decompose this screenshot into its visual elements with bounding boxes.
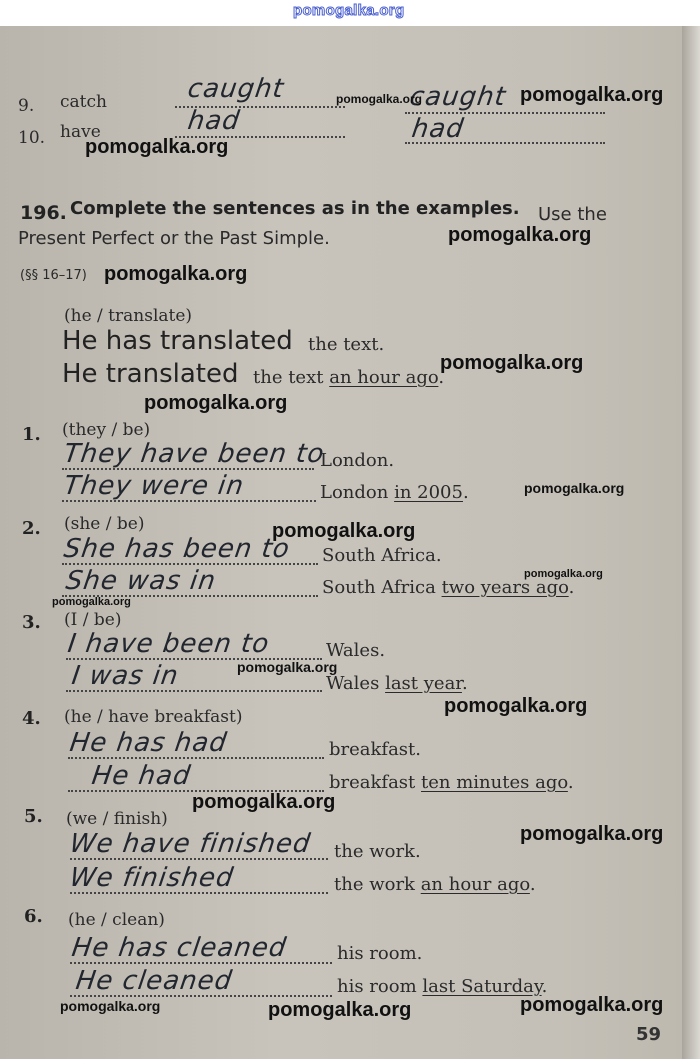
handwritten-past: caught [185, 74, 286, 104]
watermark: pomogalka.org [104, 263, 248, 285]
sentence-tail [320, 482, 469, 503]
sentence-period: . [462, 482, 469, 503]
item-hint: (he / clean) [68, 910, 165, 930]
item-number: 4. [22, 708, 41, 729]
time-expression: last Saturday [422, 976, 542, 997]
item-number: 5. [24, 806, 43, 827]
sentence-tail: the work. [334, 841, 421, 862]
watermark: pomogalka.org [520, 823, 664, 845]
top-banner [0, 0, 700, 26]
sentence-period: . [568, 577, 575, 598]
watermark: pomogalka.org [52, 596, 131, 608]
handwritten-answer: I have been to [65, 629, 272, 659]
item-number: 3. [22, 612, 41, 633]
sentence-tail [326, 673, 468, 694]
example-answer-2: He translated [62, 359, 239, 389]
sentence-tail: Wales. [326, 640, 386, 661]
item-hint: (he / have breakfast) [64, 707, 243, 727]
handwritten-answer: She has been to [61, 534, 292, 564]
watermark: pomogalka.org [85, 136, 229, 158]
watermark: pomogalka.org [268, 999, 412, 1021]
watermark: pomogalka.org [336, 92, 423, 106]
sentence-tail: South Africa. [322, 545, 442, 566]
example-hint: (he / translate) [64, 306, 193, 326]
watermark: pomogalka.org [440, 352, 584, 374]
watermark: pomogalka.org [520, 994, 664, 1016]
sentence-tail [334, 874, 536, 895]
sentence-tail: breakfast. [329, 739, 422, 760]
sentence-tail [322, 577, 574, 598]
handwritten-answer: We finished [67, 863, 236, 893]
sentence-tail-text: the work [334, 874, 415, 895]
handwritten-answer: He has had [67, 728, 230, 758]
example-tail-1: the text. [308, 334, 385, 355]
sentence-tail-text: South Africa [322, 577, 436, 598]
task-number: 196. [20, 202, 67, 224]
handwritten-answer: We have finished [67, 829, 313, 859]
sentence-tail [337, 976, 547, 997]
sentence-period: . [567, 772, 574, 793]
grammar-reference: (§§ 16–17) [20, 268, 87, 283]
sentence-period: . [529, 874, 536, 895]
time-expression: last year [385, 673, 462, 694]
handwritten-answer: She was in [63, 566, 219, 596]
time-expression: an hour ago [420, 874, 530, 895]
example-answer-1: He has translated [62, 326, 293, 356]
verb-base: have [60, 122, 101, 142]
sentence-tail-text: Wales [326, 673, 380, 694]
item-number: 6. [24, 906, 43, 927]
item-hint: (they / be) [62, 420, 151, 440]
verb-base: catch [60, 92, 107, 112]
item-hint: (I / be) [64, 610, 122, 630]
handwritten-past: had [185, 106, 243, 136]
handwritten-participle: had [409, 114, 467, 144]
task-instruction-line2: Present Perfect or the Past Simple. [18, 228, 330, 249]
watermark: pomogalka.org [448, 224, 592, 246]
handwritten-answer: I was in [69, 661, 181, 691]
example-time-expression: an hour ago [329, 367, 439, 388]
task-instruction: Use the [538, 204, 607, 225]
sentence-period: . [461, 673, 468, 694]
handwritten-answer: They have been to [61, 439, 327, 469]
handwritten-answer: They were in [61, 471, 247, 501]
watermark: pomogalka.org [237, 659, 338, 675]
item-hint: (she / be) [64, 514, 145, 534]
handwritten-answer: He cleaned [73, 966, 235, 996]
item-number: 2. [22, 518, 41, 539]
time-expression: in 2005 [394, 482, 463, 503]
sentence-tail-text: breakfast [329, 772, 416, 793]
verb-number: 9. [18, 96, 35, 116]
time-expression: two years ago [441, 577, 569, 598]
watermark: pomogalka.org [444, 695, 588, 717]
watermark: pomogalka.org [524, 568, 603, 580]
verb-number: 10. [18, 128, 46, 148]
time-expression: ten minutes ago [421, 772, 568, 793]
sentence-tail [329, 772, 574, 793]
handwritten-answer: He has cleaned [69, 933, 289, 963]
item-hint: (we / finish) [66, 809, 168, 829]
watermark: pomogalka.org [272, 520, 416, 542]
page-edge [682, 26, 700, 1059]
sentence-period: . [541, 976, 548, 997]
handwritten-answer: He had [89, 761, 193, 791]
watermark: pomogalka.org [192, 791, 336, 813]
task-title: Complete the sentences as in the examples. [70, 198, 520, 219]
page-number: 59 [636, 1024, 662, 1045]
watermark: pomogalka.org [144, 392, 288, 414]
banner-watermark: pomogalka.org [293, 2, 405, 19]
item-number: 1. [22, 424, 41, 445]
sentence-tail-text: London [320, 482, 389, 503]
sentence-tail: London. [320, 450, 395, 471]
watermark: pomogalka.org [524, 480, 625, 496]
textbook-page [0, 26, 700, 1059]
watermark: pomogalka.org [520, 84, 664, 106]
watermark: pomogalka.org [60, 998, 161, 1014]
sentence-tail: his room. [337, 943, 423, 964]
example-tail-2 [253, 367, 444, 388]
example-tail-text: the text [253, 367, 324, 388]
example-period: . [438, 367, 445, 388]
handwritten-participle: caught [407, 82, 508, 112]
sentence-tail-text: his room [337, 976, 417, 997]
